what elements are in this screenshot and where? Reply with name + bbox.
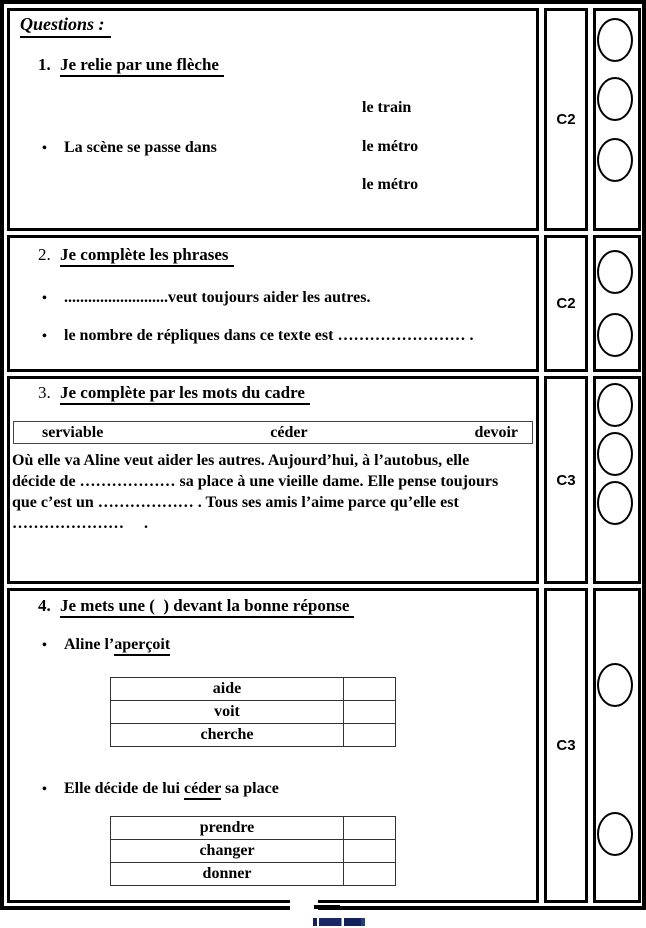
bullet-icon: • bbox=[42, 638, 47, 653]
mcq-stem-1-prefix: Aline l’ bbox=[64, 636, 115, 653]
cloze-line: Où elle va Aline veut aider les autres. Aujourd’hui, à l’autobus, elle bbox=[12, 452, 470, 469]
word-bank-item-2: céder bbox=[270, 423, 308, 441]
choice-table-2 bbox=[110, 816, 396, 886]
section-4-box bbox=[7, 588, 539, 903]
section-1-box bbox=[7, 8, 539, 231]
competency-cell-3 bbox=[544, 376, 588, 584]
mark-circle bbox=[597, 481, 633, 525]
cloze-paragraph bbox=[12, 450, 538, 534]
answer-cell bbox=[344, 678, 396, 701]
match-option-1: le train bbox=[362, 99, 412, 116]
section-1-number: 1. bbox=[38, 55, 51, 74]
section-2-number: 2. bbox=[38, 245, 51, 264]
marking-cell-4 bbox=[593, 588, 641, 903]
match-stem bbox=[42, 139, 217, 157]
competency-label: C2 bbox=[556, 295, 576, 312]
answer-cell bbox=[344, 817, 396, 840]
bullet-icon: • bbox=[42, 141, 47, 156]
choice-word: changer bbox=[111, 840, 344, 863]
fill-sentence-1 bbox=[42, 289, 371, 307]
mcq-stem-1-underlined: aperçoit bbox=[114, 636, 170, 656]
mcq-stem-2-underlined: céder bbox=[184, 780, 221, 800]
section-2-heading bbox=[38, 245, 234, 265]
choice-word: donner bbox=[111, 863, 344, 886]
competency-cell-4 bbox=[544, 588, 588, 903]
answer-cell bbox=[344, 863, 396, 886]
mark-circle bbox=[597, 812, 633, 856]
table-row bbox=[111, 701, 396, 724]
section-3-title: Je complète par les mots du cadre bbox=[60, 383, 310, 405]
section-2-box bbox=[7, 235, 539, 372]
mark-circle bbox=[597, 138, 633, 182]
border-stub-artifact bbox=[314, 905, 340, 909]
competency-cell-2 bbox=[544, 235, 588, 372]
section-3-box bbox=[7, 376, 539, 584]
word-bank-item-1: serviable bbox=[42, 423, 104, 441]
mark-circle bbox=[597, 432, 633, 476]
word-bank-box bbox=[13, 421, 533, 444]
section-2-title: Je complète les phrases bbox=[60, 245, 234, 267]
mcq-stem-2 bbox=[42, 780, 279, 798]
mcq-stem-2-suffix: sa place bbox=[221, 780, 279, 797]
mark-circle bbox=[597, 313, 633, 357]
choice-word: prendre bbox=[111, 817, 344, 840]
mcq-stem-2-prefix: Elle décide de lui bbox=[64, 780, 184, 797]
section-1-title: Je relie par une flèche bbox=[60, 55, 224, 77]
match-stem-text: La scène se passe dans bbox=[64, 139, 217, 156]
competency-label: C3 bbox=[556, 471, 576, 489]
fill-sentence-2-text: le nombre de répliques dans ce texte est …………………… . bbox=[64, 327, 474, 344]
choice-word: aide bbox=[111, 678, 344, 701]
page-title: Questions : bbox=[20, 14, 111, 38]
competency-label: C2 bbox=[556, 111, 576, 128]
section-3-number: 3. bbox=[38, 383, 51, 402]
marking-cell-3 bbox=[593, 376, 641, 584]
table-row bbox=[111, 863, 396, 886]
table-row bbox=[111, 840, 396, 863]
section-1-heading bbox=[38, 55, 224, 75]
marking-cell-1 bbox=[593, 8, 641, 231]
choice-table-1 bbox=[110, 677, 396, 747]
fill-sentence-1-text: ..........................veut toujours aider les autres. bbox=[64, 289, 371, 306]
cloze-line: ………………… . bbox=[12, 515, 148, 532]
answer-cell bbox=[344, 840, 396, 863]
competency-label: C3 bbox=[556, 737, 576, 754]
mark-circle bbox=[597, 18, 633, 62]
cropped-logo-artifact bbox=[313, 918, 365, 926]
choice-word: voit bbox=[111, 701, 344, 724]
bullet-icon: • bbox=[42, 782, 47, 797]
section-4-heading bbox=[38, 596, 354, 616]
table-row bbox=[111, 817, 396, 840]
answer-cell bbox=[344, 724, 396, 747]
section-3-heading bbox=[38, 383, 310, 403]
marking-cell-2 bbox=[593, 235, 641, 372]
bullet-icon: • bbox=[42, 329, 47, 344]
fill-sentence-2 bbox=[42, 327, 473, 345]
section-4-number: 4. bbox=[38, 596, 51, 615]
word-bank-item-3: devoir bbox=[474, 423, 518, 441]
mark-circle bbox=[597, 250, 633, 294]
mark-circle bbox=[597, 77, 633, 121]
cloze-line: que c’est un ……………… . Tous ses amis l’aime parce qu’elle est bbox=[12, 494, 459, 511]
section-4-title: Je mets une ( ) devant la bonne réponse bbox=[60, 596, 354, 618]
match-option-2: le métro bbox=[362, 138, 419, 155]
choice-word: cherche bbox=[111, 724, 344, 747]
answer-cell bbox=[344, 701, 396, 724]
match-option-3: le métro bbox=[362, 176, 419, 193]
competency-cell-1 bbox=[544, 8, 588, 231]
table-row bbox=[111, 678, 396, 701]
mcq-stem-1 bbox=[42, 636, 170, 654]
cloze-line: décide de ……………… sa place à une vieille dame. Elle pense toujours bbox=[12, 473, 499, 490]
bullet-icon: • bbox=[42, 291, 47, 306]
mark-circle bbox=[597, 383, 633, 427]
mark-circle bbox=[597, 663, 633, 707]
table-row bbox=[111, 724, 396, 747]
